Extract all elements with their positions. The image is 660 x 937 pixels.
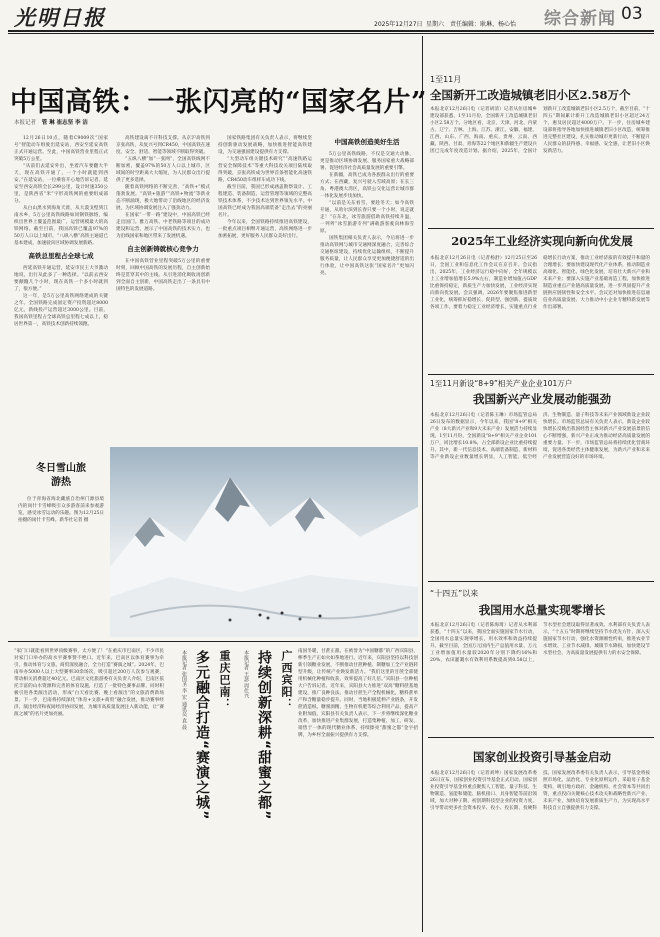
- photo-caption-box: [14, 452, 108, 632]
- story-b-text: 本报北京12月26日电（记者杨舒）12月25日至26日，全国工业和信息化工作会议在京召开。会议指出，2025年，工业经济运行稳中向好，全年规模以上工业增加值增长5.9%左右，制造业增加值占GDP比重保持稳定，新质生产力加快发展，工业经济实现向新向优发展。会议强调，2026年要聚焦推进新型工业化，统筹抓好稳增长、促转型、强创新、提质效各项工作。要着力稳定工业经济增长，实施重点行业稳增长行动方案，推动工业经济质的有效提升和量的合理增长；要加快建设现代化产业体系，推动制造业高端化、智能化、绿色化发展，培育壮大新兴产业和未来产业；要深入实施产业基础再造工程，加快推进制造业重点产业链高质量发展，进一步巩固提升产业链供应链韧性和安全水平。会议还对加快推进信息通信业高质量发展、大力推动中小企业专精特新发展等作出部署。: [430, 256, 650, 310]
- lead-column-1: [14, 135, 108, 445]
- lead-subheading-3: 中国高铁创造美好生活: [334, 138, 400, 146]
- lead-column-2: [116, 135, 210, 445]
- story-a-headline: 全国新开工改造城镇老旧小区2.58万个: [430, 88, 631, 102]
- lead-subheading-1: 高铁总里程占全球七成: [28, 252, 94, 260]
- lead-paragraph: 国家铁路集团有关负责人表示，将继续坚持创新驱动发展战略，加快推进智能高铁建设，为交通强国建设提供有力支撑。: [218, 136, 312, 155]
- lead-paragraph: 截至目前，我国已形成涵盖勘察设计、工程建造、装备制造、运营管理等领域的完整高铁技术体系，不少技术达到世界领先水平。中国高铁已经成为我国高端装备“走出去”的亮丽名片。: [218, 185, 312, 218]
- lead-paragraph: 国铁集团相关负责人表示，今后将进一步推动高铁网与城市交通网深度融合，完善综合交通枢纽建设，持续优化运输组织，不断提升服务质量，让人民群众享受更加便捷舒适的出行体验，让中国高铁这张“国家名片”更加闪亮。: [320, 236, 414, 276]
- lead-paragraph: “大型动车组关键技术研究”“高速铁路运营安全保障技术”等重大科技攻关项目陆续取得突破，京张高铁成为世界首条智能化高速铁路，CR450动车组样车成功下线。: [218, 157, 312, 183]
- byline-names: 管 琳 崔志坚 李 洁: [41, 120, 88, 126]
- right-rule-4: [428, 737, 654, 738]
- lead-paragraph: 西延高铁开通运营，延安市民王大爷激动地说，出行从此多了一种选择。“以前去西安要颠簸几个小时，现在高铁一个多小时就到了，很方便。”: [14, 266, 108, 292]
- feature-a-title-block: [170, 650, 232, 920]
- lead-paragraph: 这一年，是5万公里高铁网络建成的关键之年。全国铁路完成固定资产投资超过8000亿元，新线投产运营超过3000公里。目前，我国高铁里程占全球高铁总里程七成以上，稳居世界第一，高铁技术创新持续领跑。: [14, 294, 108, 327]
- lead-paragraph: “以前是关东看雪，要趁冬天；如今高铁开通，从哈尔滨到长春只要一个小时，说走就走！”在东北，冰雪旅游借助高铁持续升温，一列列“冰雪旅游专列”满载游客驶向林海雪原。: [320, 201, 414, 234]
- story-b-headline: 2025年工业经济实现向新向优发展: [451, 234, 633, 248]
- photo-caption-title: 冬日雪山旅游热: [36, 463, 86, 488]
- masthead-editors: 责任编辑：耿琳、杨心怡: [450, 21, 517, 28]
- page-number: 03: [621, 4, 643, 24]
- feature-a-text: “家门口就能看到世界顶级赛事，太方便了！”在重庆市巴南区，不少市民对家门口举办的高水平赛事赞不绝口。近年来，巴南区以体育赛事为牵引，推动体育与文旅、商贸深度融合，全力打造“赛演之城”。2024年，巴南举办5000人以上大型赛事30余场次，吸引超过200万人次参与观赛，带动相关消费超过40亿元。巴南区文化旅游委有关负责人介绍，巴南区依托丰富的山水资源和完善的体育设施，打造了一批特色赛事品牌，同时积极引进各类演出活动，形成“白天看比赛、晚上看演出”的文旅消费新场景。下一步，巴南将持续深化“体育+文旅+商贸”融合发展，推动赛事经济、演出经济和夜间经济协同发展，为城市高质量发展注入新动能，让“赛演之城”的名片更加亮丽。: [14, 649, 164, 717]
- lead-paragraph: 从白山黑水到海角天涯，从大漠戈壁到江南水乡，5万公里高铁线路如同钢铁脉络，编织出世界上覆盖范围最广、运营规模最大的高铁网络。截至目前，我国高铁已覆盖97%的50万人口以上城市，“八纵八横”高铁主通道已基本建成，加速驶向区域协调发展新路。: [14, 206, 108, 246]
- feature-a-byline: 本报记者 张国圣 李 宏 通讯员 袁 晨: [181, 650, 187, 730]
- story-c-headline: 我国新兴产业发展动能强劲: [473, 392, 611, 406]
- snow-mountain-photo: [110, 447, 418, 637]
- lead-paragraph: “从前们去延安外出，坐着汽车要翻大半天，现在高铁开通了，一个小时就能到西安。”在延安站，一位乘客开心地告诉记者。延安至西安高铁全长299公里，设计时速350公里，是陕西省“米”字形高铁网的重要组成部分。: [14, 164, 108, 204]
- masthead-rule-thin: [8, 33, 654, 34]
- lead-paragraph: 5万公里高铁线路，不仅是交通大动脉，更是推动区域协调发展、服务国家重大战略部署、促进经济社会高质量发展的重要引擎。: [320, 152, 414, 171]
- feature-b-text: 南国冬暖，甘蔗正甜。在被誉为“中国糖都”的广西宾阳县，榨季生产正如火如荼地进行。近年来，宾阳县坚持以科技创新引领糖业发展，不断推动甘蔗种植、制糖加工全产业链转型升级，让传统产业焕发新活力。“我们这里的甘蔗全部使用机械化种植和收获，效率提高了好几倍。”宾阳县一位种植大户告诉记者。近年来，宾阳县大力推进“双高”糖料蔗基地建设，推广良种良法，推动甘蔗生产全程机械化，糖料蔗单产和含糖量稳步提升。同时，当地积极延伸产业链条，开发蔗渣造纸、糖蜜酒精、生物有机肥等综合利用产品，提高产业附加值。宾阳县有关负责人表示，下一步将继续深化糖业改革，加快推进产业集群发展，打造集种植、加工、研发、销售于一体的现代糖业体系，持续擦亮“甜蜜之都”金字招牌，为乡村全面振兴提供有力支撑。: [298, 649, 418, 738]
- masthead-weekday: 星期六: [426, 21, 445, 28]
- story-d-headline: 我国用水总量实现零增长: [478, 603, 606, 617]
- masthead-logo: 光明日报: [14, 5, 106, 30]
- story-a-kicker: 1至11月: [430, 75, 462, 84]
- right-rule-1: [428, 228, 654, 229]
- masthead-date: 2025年12月27日: [374, 21, 423, 28]
- lead-paragraph: 12月26日10点，随着C9009次“国家号”智能动车组驶出延安站，西安至延安高铁正式开通运营。至此，中国高铁营业里程正式突破5万公里。: [14, 136, 108, 162]
- masthead-rule: [8, 30, 654, 32]
- lead-paragraph: 在国家“一带一路”建设中，中国高铁已经走出国门。雅万高铁、中老铁路等项目的成功建设和运营，展示了中国高铁的技术实力，也为沿线国家和地区带来了发展机遇。: [116, 213, 210, 239]
- photo-caption-text: 位于青海省海北藏族自治州门源县境内的岗什卡雪峰吸引众多游客前来参观游览，感受冰雪运动的乐趣。图为12月25日拍摄的岗什卡雪峰。新华社记者 摄: [18, 497, 104, 523]
- story-c-text: 本报北京12月26日电（记者陈玉琳）市场监管总局26日发布的数据显示，今年以来，我国“8+9”相关产业（8大新兴产业和9大未来产业）发展活力持续显现。1至11月份，全国新设“8+9”相关产业企业101万户，同比增长10.8%，占全部新设企业比重持续提升。其中，新一代信息技术、高端装备制造、新材料等产业新设企业数量增长明显，人工智能、低空经济、生物制造、量子科技等未来产业领域新设企业较快增长。市场监管总局有关负责人表示，新设企业较快增长反映出我国经营主体对新兴产业发展前景的信心不断增强，新兴产业正成为推动经济高质量发展的重要力量。下一步，市场监管总局将持续优化营商环境，促进各类经营主体健康发展，为新兴产业和未来产业发展营造良好的市场环境。: [430, 413, 650, 460]
- right-rule-2: [428, 374, 654, 375]
- lead-headline: 中国高铁：一张闪亮的“国家名片”: [10, 87, 428, 118]
- lead-column-3: [218, 135, 312, 445]
- lead-paragraph: 在新疆，高铁已成为各族群众出行的重要方式；在西藏，复兴号驶入雪域高原；在长三角、粤港澳大湾区，高铁公交化运营让城市群一体化发展步伐加快。: [320, 173, 414, 199]
- feature-a-title-main: 多元融合打造“赛演之城”: [194, 650, 210, 821]
- feature-a-title-place: 重庆巴南：: [218, 650, 231, 710]
- story-e-text: 本报北京12月26日电（记者刘坤）国家发展改革委26日宣布，国家创业投资引导基金正式启动。国家创业投资引导基金将重点聚焦人工智能、量子科技、生物制造、氢能和储能、脑机接口、具身智能等前沿领域，加大对种子期、初创期科技型企业的投资力度，引导带动更多社会资本投早、投小、投长期、投硬科技。国家发展改革委有关负责人表示，引导基金将按照市场化、法治化、专业化原则运作，采取母子基金架构，吸引地方政府、金融机构、社会资本等共同出资，重点投向关键核心技术攻关和战略性新兴产业、未来产业，加快培育发展新质生产力，为实现高水平科技自立自强提供有力支撑。: [430, 771, 650, 811]
- feature-b-title-place: 广西宾阳：: [280, 650, 293, 710]
- lead-paragraph: “五纵八横”加“一张网”，全国高铁线网不断加密，覆盖97%的50万人口以上城市，区域间的时空距离大大缩短，为人民群众出行提供了更多选择。: [116, 157, 210, 183]
- mountain-illustration: [110, 447, 418, 637]
- story-e-headline: 国家创业投资引导基金启动: [473, 750, 611, 764]
- feature-b-byline: 本报记者 王瑟 周仕兴: [243, 650, 249, 699]
- feature-b-title-block: [238, 650, 294, 920]
- story-d-kicker: “十四五”以来: [430, 589, 479, 598]
- story-a-text: 本报北京12月26日电（记者胡清）记者从住房城乡建设部获悉，1至11月份，全国新开工改造城镇老旧小区2.58万个。分地区看，北京、天津、河北、内蒙古、辽宁、吉林、上海、江苏、浙江、安徽、福建、江西、山东、广西、海南、重庆、贵州、云南、西藏、陕西、甘肃、青海等22个地区和新疆生产建设兵团已完成年度改造计划。据介绍，2025年，全国计划新开工改造城镇老旧小区2.5万个，截至目前，“十四五”期间累计新开工改造城镇老旧小区超过24万个，惠及居民超过4000万户。下一步，住房城乡建设部将指导各地加快推进城镇老旧小区改造，统筹推进完整社区建设，扎实推动城市更新行动，不断提升人民群众的获得感、幸福感、安全感，让老旧小区焕发新活力。: [430, 107, 650, 154]
- lead-paragraph: 在中国高铁营业里程突破5万公里的重要时刻，回顾中国高铁的发展历程，自主创新始终是贯穿其中的主线。从引进消化吸收再创新到全面自主创新，中国高铁走出了一条具有中国特色的发展道路。: [116, 259, 210, 292]
- section-title: 综合新闻: [544, 9, 616, 29]
- right-rule-3: [428, 581, 654, 582]
- story-d-text: 本报北京12月26日电（记者陈海琦）记者从水利部获悉，“十四五”以来，我国全面实施国家节水行动，全国用水总量实现零增长，用水效率和效益持续提升。截至目前，全国万元国内生产总值用水量、万元工业增加值用水量较2020年分别下降约16%和20%，农田灌溉水有效利用系数提高到0.58以上，节水型社会建设取得显著成效。水利部有关负责人表示，“十五五”时期将继续坚持节水优先方针，深入实施国家节水行动，强化水资源刚性约束，推进农业节水增效、工业节水减排、城镇节水降损，加快建设节水型社会，为高质量发展提供有力的水安全保障。: [430, 623, 650, 663]
- lead-paragraph: 今年以来，全国铁路持续推进高铁建设，一批重点项目相继开通运营，高铁网络进一步加密拓展，更好服务人民群众美好出行。: [218, 220, 312, 239]
- lead-subheading-2: 自主创新铸就核心竞争力: [127, 245, 199, 253]
- story-c-kicker: 1至11月新设“8+9”相关产业企业101万户: [430, 379, 573, 388]
- lead-paragraph: 随着高铁网络的不断完善，“高铁+”模式蓬勃发展。“高铁+旅游”“高铁+物流”等新业态不断涌现，极大地带动了沿线地区的经济发展，为区域协调发展注入了强劲动力。: [116, 185, 210, 211]
- lead-paragraph: 高铁建设离不开科技支撑。从京沪高铁到京张高铁，从复兴号到CR450，中国高铁在速度、安全、舒适、智能等领域不断取得突破。: [116, 136, 210, 155]
- right-column-divider: [422, 36, 423, 932]
- feature-b-title-main: 持续创新深耕“甜蜜之都”: [256, 650, 272, 821]
- lead-byline: [14, 118, 88, 126]
- byline-prefix: 本报记者: [14, 120, 37, 126]
- lead-column-4: [320, 135, 414, 445]
- mid-rule: [8, 641, 420, 642]
